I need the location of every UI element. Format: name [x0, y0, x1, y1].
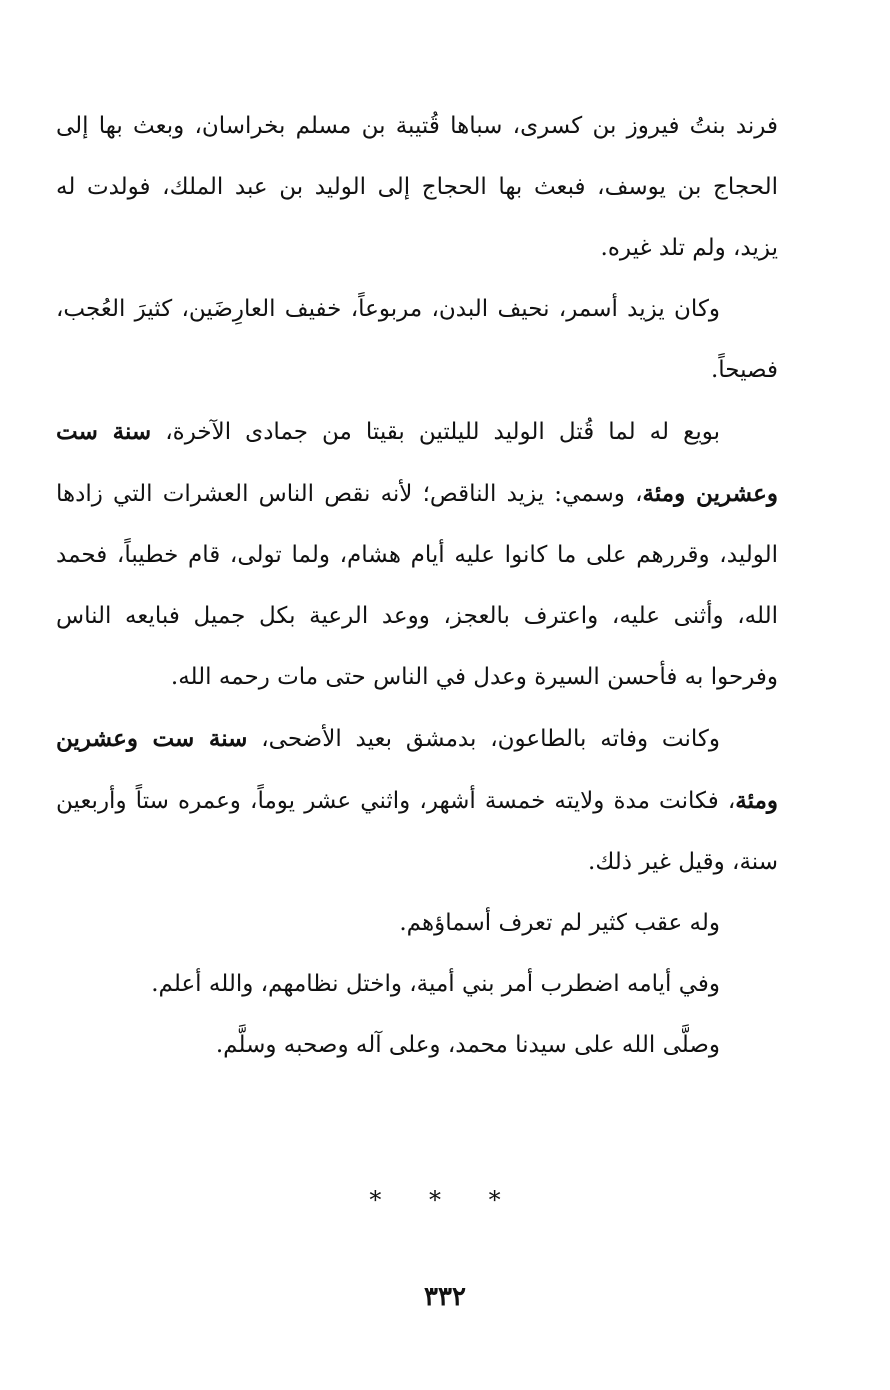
paragraph-3-start: بويع له لما قُتل الوليد لليلتين بقيتا من جمادى الآخرة،	[151, 419, 721, 445]
paragraph-4-rest: ، فكانت مدة ولايته خمسة أشهر، واثني عشر يوماً، وعمره ستاً وأربعين سنة، وقيل غير ذلك.	[56, 788, 778, 875]
paragraph-5: وله عقب كثير لم تعرف أسماؤهم.	[399, 910, 720, 936]
paragraph-4	[56, 708, 778, 893]
section-divider: * * *	[369, 1186, 521, 1214]
paragraph-3-bold-date: سنة ست وعشرين ومئة	[56, 418, 779, 507]
paragraph-7: وصلَّى الله على سيدنا محمد، وعلى آله وصحبه وسلَّم.	[215, 1032, 720, 1058]
paragraph-3-rest: ، وسمي: يزيد الناقص؛ لأنه نقص الناس العشرات التي زادها الوليد، وقررهم على ما كانوا عليه أيام هشام، ولما تولى، قام خطيباً، فحمد الله، وأثنى عليه، واعترف بالعجز، ووعد الرعية بكل جميل فبايعه الناس وفرحوا به فأحسن السيرة وعدل في الناس حتى مات رحمه الله.	[56, 481, 778, 690]
paragraph-2: وكان يزيد أسمر، نحيف البدن، مربوعاً، خفيف العارِضَين، كثيرَ العُجب، فصيحاً.	[56, 296, 778, 383]
paragraph-4-start: وكانت وفاته بالطاعون، بدمشق بعيد الأضحى،	[247, 726, 720, 752]
paragraph-4-bold-date: سنة ست وعشرين ومئة	[56, 725, 778, 814]
body-text	[56, 96, 778, 1076]
paragraph-6: وفي أيامه اضطرب أمر بني أمية، واختل نظامهم، والله أعلم.	[151, 971, 720, 997]
page-number: ٣٣٢	[424, 1282, 466, 1312]
paragraph-1: فرند بنتُ فيروز بن كسرى، سباها قُتيبة بن مسلم بخراسان، وبعث بها إلى الحجاج بن يوسف، فبعث بها الحجاج إلى الوليد بن عبد الملك، فولدت له يزيد، ولم تلد غيره.	[56, 113, 778, 261]
paragraph-3	[56, 401, 778, 708]
